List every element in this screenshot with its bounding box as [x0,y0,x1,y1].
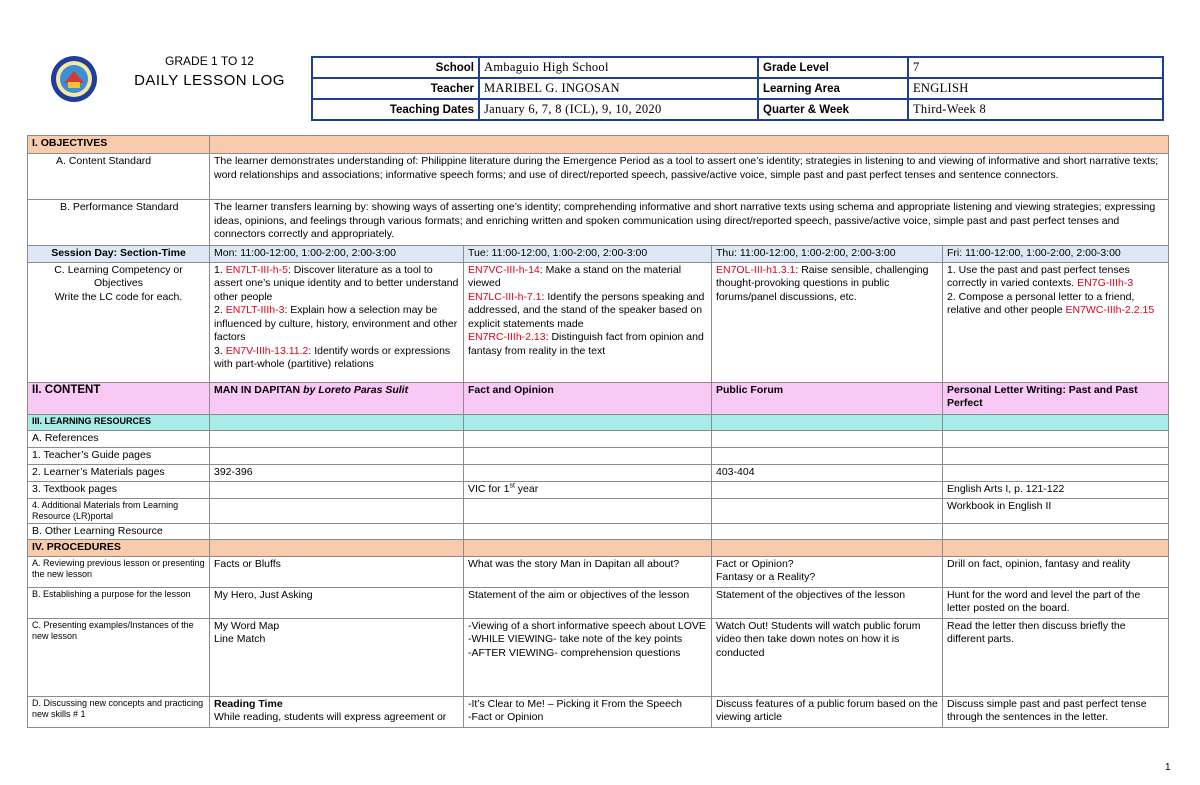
proc-d-thu: Discuss features of a public forum based on the viewing article [712,696,943,727]
teacher-label: Teacher [312,78,479,99]
resources-heading: III. LEARNING RESOURCES [28,414,210,430]
objectives-heading: I. OBJECTIVES [28,136,210,154]
lc-code: EN7LC-III-h-7.1 [468,290,542,303]
proc-d-label: D. Discussing new concepts and practicing new skills # 1 [28,696,210,727]
performance-standard-text: The learner transfers learning by: showing ways of asserting one’s identity; comprehending informative and short narrative texts using schema and appropriate listening and viewing strategies; expressing ideas, opinions, and feelings through various formats; and enriching written and spoken communication using direct/reported speech, passive/active voice, simple past and past perfect tenses and connectors correctly and appropriately. [210,200,1169,246]
quarter-week-label: Quarter & Week [758,99,908,120]
content-mon: MAN IN DAPITAN by Loreto Paras Sulit [210,382,464,414]
proc-a-label: A. Reviewing previous lesson or presenting the new lesson [28,556,210,587]
competency-label-line1: C. Learning Competency or Objectives [54,263,183,289]
proc-c-thu: Watch Out! Students will watch public forum video then take down notes on how it is conducted [712,618,943,696]
proc-d-mon: Reading Time While reading, students will express agreement or [210,696,464,727]
school-label: School [312,57,479,78]
header-info-table [311,56,1164,121]
session-mon: Mon: 11:00-12:00, 1:00-2:00, 2:00-3:00 [210,246,464,263]
performance-standard-label: B. Performance Standard [28,200,210,246]
lc-code: EN7VC-III-h-14 [468,263,540,276]
teaching-dates-value: January 6, 7, 8 (ICL), 9, 10, 2020 [479,99,758,120]
additional-materials-label: 4. Additional Materials from Learning Resource (LR)portal [28,498,210,523]
textbook-label: 3. Textbook pages [28,481,210,498]
teaching-dates-label: Teaching Dates [312,99,479,120]
proc-a-tue: What was the story Man in Dapitan all about? [464,556,712,587]
proc-b-mon: My Hero, Just Asking [210,587,464,618]
learning-area-label: Learning Area [758,78,908,99]
content-standard-text: The learner demonstrates understanding of: Philippine literature during the Emergence Period as a tool to assert one’s identity; strategies in listening to and viewing of informative and short narrative texts; word relationships and associations; informative speech forms; and use of direct/reported speech, passive/active voice, simple past and past perfect tenses and sentence connectors. [210,154,1169,200]
proc-c-fri: Read the letter then discuss briefly the different parts. [943,618,1169,696]
proc-c-tue: -Viewing of a short informative speech about LOVE -WHILE VIEWING- take note of the key points -AFTER VIEWING- comprehension questions [464,618,712,696]
proc-b-label: B. Establishing a purpose for the lesson [28,587,210,618]
am-fri: Workbook in English II [943,498,1169,523]
proc-c-mon: My Word Map Line Match [210,618,464,696]
grade-level-value: 7 [908,57,1163,78]
teacher-value: MARIBEL G. INGOSAN [479,78,758,99]
proc-b-thu: Statement of the objectives of the lesson [712,587,943,618]
lc-code: EN7G-IIIh-3 [1077,277,1134,289]
procedures-heading: IV. PROCEDURES [28,540,210,557]
competency-fri: 1. Use the past and past perfect tenses correctly in varied contexts. EN7G-IIIh-3 2. Compose a personal letter to a friend, relative and other people EN7WC-IIIh-2.2.15 [943,262,1169,382]
learning-area-value: ENGLISH [908,78,1163,99]
other-resource-label: B. Other Learning Resource [28,523,210,540]
competency-thu: EN7OL-III-h1.3.1: Raise sensible, challenging thought-provoking questions in public forums/panel discussions, etc. [712,262,943,382]
lc-code: EN7WC-IIIh-2.2.15 [1065,304,1155,316]
doc-title: DAILY LESSON LOG [134,72,285,89]
proc-a-fri: Drill on fact, opinion, fantasy and reality [943,556,1169,587]
lesson-log-table [27,135,1169,728]
session-thu: Thu: 11:00-12:00, 1:00-2:00, 2:00-3:00 [712,246,943,263]
proc-d-tue: -It’s Clear to Me! – Picking it From the Speech -Fact or Opinion [464,696,712,727]
content-fri: Personal Letter Writing: Past and Past Perfect [943,382,1169,414]
session-day-label: Session Day: Section-Time [28,246,210,263]
lc-code: EN7LT-IIIh-3 [225,304,285,316]
tb-fri: English Arts I, p. 121-122 [943,481,1169,498]
school-value: Ambaguio High School [479,57,758,78]
proc-d-fri: Discuss simple past and past perfect tense through the sentences in the letter. [943,696,1169,727]
lc-code: EN7LT-III-h-5 [225,263,288,276]
teachers-guide-label: 1. Teacher’s Guide pages [28,447,210,464]
lm-thu: 403-404 [712,464,943,481]
proc-b-tue: Statement of the aim or objectives of the lesson [464,587,712,618]
competency-tue: EN7VC-III-h-14: Make a stand on the material viewed EN7LC-III-h-7.1: Identify the persons speaking and addressed, and the stand of the speaker based on explicit statements made EN7RC-IIIh-2.13: Distinguish fact from opinion and fantasy from reality in the text [464,262,712,382]
lc-code: EN7RC-IIIh-2.13 [468,331,546,343]
content-standard-label: A. Content Standard [28,154,210,200]
proc-c-label: C. Presenting examples/Instances of the new lesson [28,618,210,696]
proc-b-fri: Hunt for the word and level the part of the letter posted on the board. [943,587,1169,618]
session-tue: Tue: 11:00-12:00, 1:00-2:00, 2:00-3:00 [464,246,712,263]
proc-a-thu: Fact or Opinion? Fantasy or a Reality? [712,556,943,587]
references-label: A. References [28,430,210,447]
content-tue: Fact and Opinion [464,382,712,414]
proc-a-mon: Facts or Bluffs [210,556,464,587]
lc-code: EN7V-IIIh-13.11.2 [225,344,309,357]
lm-mon: 392-396 [210,464,464,481]
deped-seal-logo [50,55,98,103]
quarter-week-value: Third-Week 8 [908,99,1163,120]
competency-label-line2: Write the LC code for each. [54,290,183,303]
competency-mon: 1. EN7LT-III-h-5: Discover literature as a tool to assert one’s unique identity and to better understand other people 2. EN7LT-IIIh-3: Explain how a selection may be influenced by culture, history, environment and other factors 3. EN7V-IIIh-13.11.2: Identify words or expressions with part-whole (partitive) relations [210,262,464,382]
tb-tue: VIC for 1st year [464,481,712,498]
learners-materials-label: 2. Learner’s Materials pages [28,464,210,481]
page-number: 1 [1165,762,1171,773]
competency-label [28,262,210,382]
content-thu: Public Forum [712,382,943,414]
content-heading: II. CONTENT [28,382,210,414]
lc-code: EN7OL-III-h1.3.1 [716,263,796,276]
session-fri: Fri: 11:00-12:00, 1:00-2:00, 2:00-3:00 [943,246,1169,263]
grade-range: GRADE 1 TO 12 [165,54,254,68]
grade-level-label: Grade Level [758,57,908,78]
document-title-block [112,54,307,89]
